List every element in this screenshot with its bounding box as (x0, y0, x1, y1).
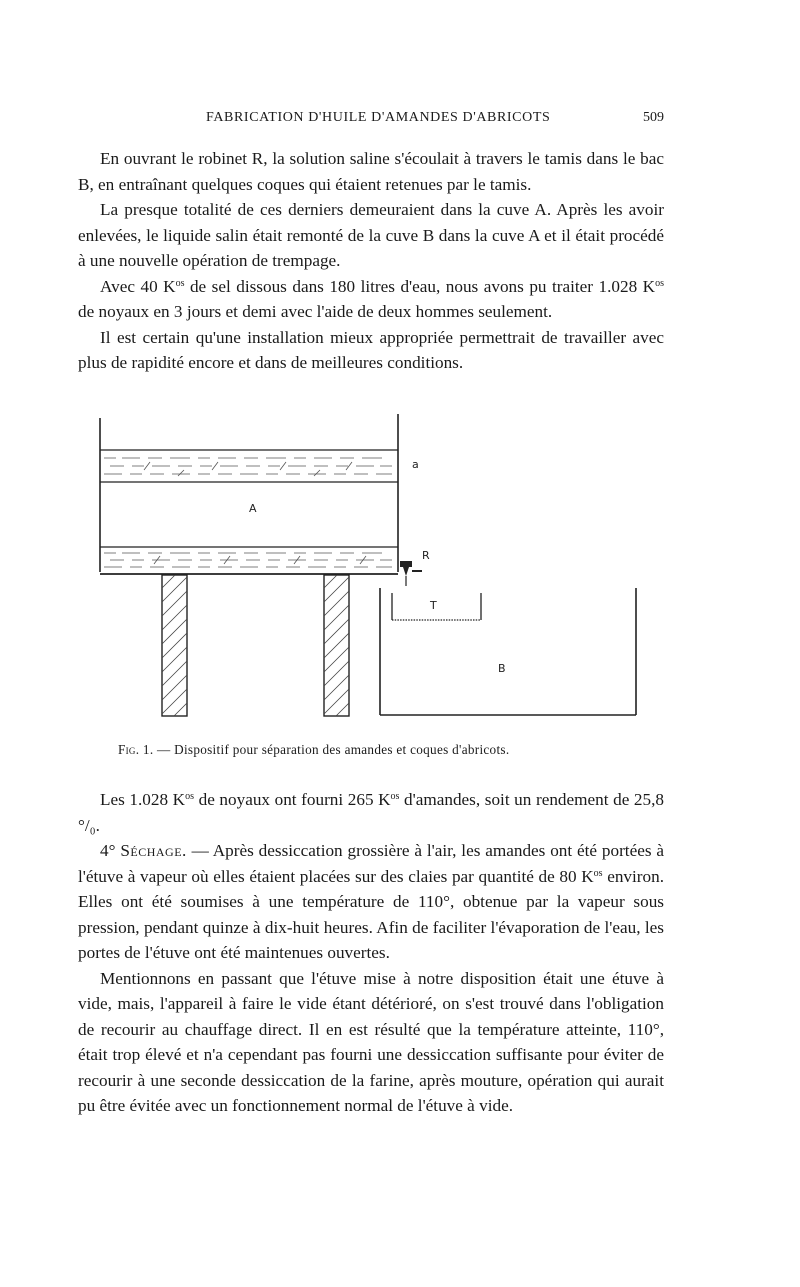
caption-text: — Dispositif pour séparation des amandes et coques d'abricots. (157, 742, 510, 757)
label-B: B (498, 662, 506, 675)
caption-figure-number: Fig. 1. (118, 742, 154, 757)
paragraph: Mentionnons en passant que l'étuve mise à notre disposition était une étuve à vide, mais, l'appareil à faire le vide étant détérioré, on s'est trouvé dans l'obligation de recourir au chauffage direct. Il en est résulté que la température atteinte, 110°, était trop élevé et n'a cependant pas fourni une dessiccation suffisante pour éviter de recourir à une seconde dessiccation de la farine, après mouture, opération qui aurait pu être évitée avec un fonctionnement normal de l'étuve à vide. (78, 968, 664, 1115)
paragraph: 4° Séchage. — Après dessiccation grossière à l'air, les amandes ont été portées à l'étuve à vapeur où elles étaient placées sur des claies par quantité de 80 $K^{os}$ environ. Elles ont été soumises à une température de 110°, obtenue par la vapeur sous pression, pendant quinze à dix-huit heures. Afin de faciliter l'évaporation de l'eau, les portes de l'étuve ont été maintenues ouvertes. (78, 841, 664, 962)
text-block-top (78, 146, 664, 376)
left-pillar (162, 575, 187, 716)
right-pillar (324, 575, 349, 716)
running-title: FABRICATION D'HUILE D'AMANDES D'ABRICOTS (206, 110, 551, 125)
figure-separation-apparatus (90, 410, 650, 725)
label-T: T (430, 599, 437, 612)
paragraph: Il est certain qu'une installation mieux appropriée permettrait de travailler avec plus de rapidité encore et dans de meilleures conditions. (78, 327, 664, 372)
paragraph: Les 1.028 $K^{os}$ de noyaux ont fourni 265 $K^{os}$ d'amandes, soit un rendement de 25,8 °/₀. (78, 790, 664, 835)
label-A: A (249, 502, 257, 515)
liquid-hatching-bottom (104, 553, 392, 567)
liquid-hatching-top (104, 458, 392, 476)
tank-b (380, 588, 636, 715)
label-R: R (422, 549, 430, 562)
paragraph: La presque totalité de ces derniers demeuraient dans la cuve A. Après les avoir enlevées, le liquide salin était remonté de la cuve B dans la cuve A et il était procédé à une nouvelle opération de trempage. (78, 200, 664, 270)
paragraph: En ouvrant le robinet R, la solution saline s'écoulait à travers le tamis dans le bac B, en entraînant quelques coques qui étaient retenues par le tamis. (78, 149, 664, 194)
valve-r (400, 561, 422, 586)
figure-caption (118, 742, 678, 758)
label-a: a (412, 458, 419, 471)
page-number: 509 (643, 110, 664, 125)
tank-a (100, 414, 398, 574)
page-header (78, 110, 664, 130)
text-block-bottom (78, 787, 664, 1119)
section-heading: Séchage. (120, 841, 187, 860)
paragraph: Avec 40 $K^{os}$ de sel dissous dans 180 litres d'eau, nous avons pu traiter 1.028 $K^{os}$ de noyaux en 3 jours et demi avec l'aide de deux hommes seulement. (78, 276, 664, 321)
